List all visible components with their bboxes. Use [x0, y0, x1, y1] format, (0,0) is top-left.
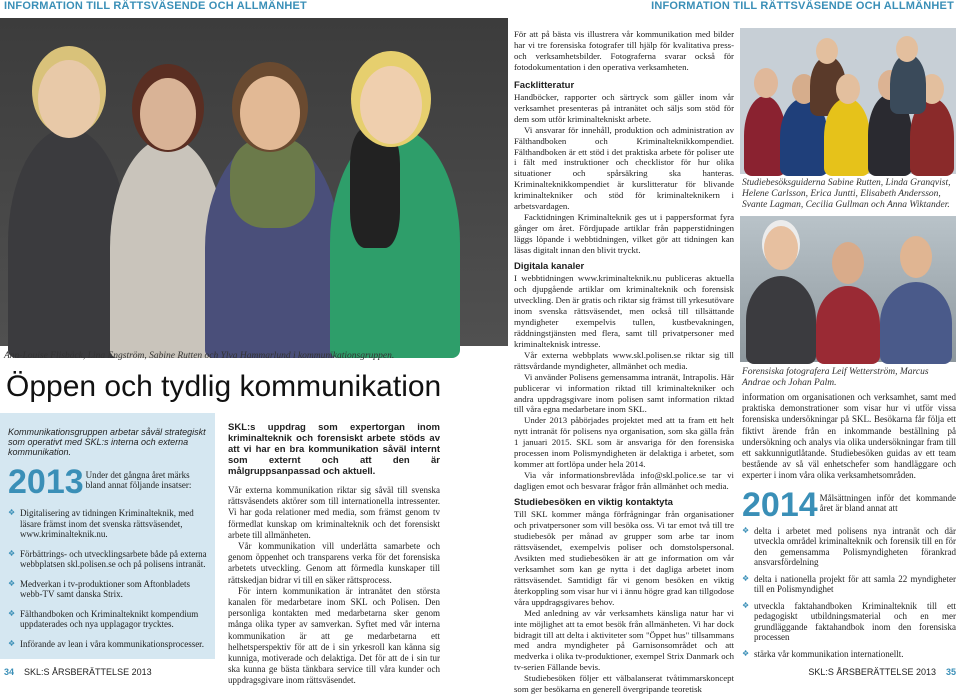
- group-photo-communication-team: [0, 18, 508, 346]
- paragraph: Handböcker, rapporter och särtryck som gäller inom vår verksamhet presenteras på intranätet och säljs som stöd för dem som utför kriminaltekniskt arbete.: [514, 91, 734, 124]
- main-photo-caption: Ann-Louise Flisbäck, Lina Engström, Sabine Rutten och Ylva Hammarlund i kommunikationsgruppen.: [4, 351, 395, 361]
- footer-left-text: SKL:S ÅRSBERÄTTELSE 2013: [24, 667, 152, 677]
- page-header-right: INFORMATION TILL RÄTTSVÄSENDE OCH ALLMÄNHET: [651, 0, 954, 12]
- box-bullet: ❖ Fälthandboken och Kriminalteknikt kompendium uppdaterades och nya upplagagor trycktes.: [8, 609, 207, 630]
- paragraph: Till SKL kommer många förfrågningar från organisationer och privatpersoner som vill besöka oss. Vi tar emot två till tre studiebesök per månad av grupper som arbe tar inom rättsväsendet, exempelvis poliser och domstolspersonal. Avsikten med studiebesöken är att ge information om vår verksamhet som kan ge nytta i det dagliga arbetet inom rättsväsendet. Samtidigt får vi genom besöken en viktig återkoppling som visar hur vi i ännu högre grad kan tillgodose våra uppdragsgivares behov.: [514, 509, 734, 607]
- paragraph: I webbtidningen www.kriminalteknik.nu publiceras aktuella och djupgående artiklar om kriminalteknik och forensisk utveckling. Den är gratis och riktar sig främst till yrkesutövare inom svenska rättsväsendet, men också till tillsättande myndigheter exempelvis tullen, kustbevakningen, räddningstjänsten med flera, samt till privatpersoner med kriminalteknisk intresse.: [514, 273, 734, 349]
- lead-paragraph: SKL:s uppdrag som expertorgan inom kriminalteknik och forensiskt arbete stöds av att vi har en bra kommunikation såväl internt som externt och att den är målgruppsanpassad och aktuell.: [228, 422, 440, 477]
- box-bullet: ❖ Förbättrings- och utvecklingsarbete både på externa webbplatsen skl.polisen.se och på polisens intranät.: [8, 549, 207, 570]
- paragraph: Vår externa webbplats www.skl.polisen.se riktar sig till rättsvårdande myndigheter, allmänhet och media.: [514, 349, 734, 371]
- footer-right: [808, 667, 956, 677]
- year-2013-number: 2013: [8, 463, 84, 501]
- photographers-caption: Forensiska fotografera Leif Wetterström, Marcus Andrae och Johan Palm.: [742, 367, 929, 388]
- paragraph: Facktidningen Kriminalteknik ges ut i pappersformat fyra gånger om året. Fördjupade artiklar från papperstidningen läggs löpande i webbtidningen, vilket gör att tidningen kan läsas digitalt innan den blivit tryckt.: [514, 212, 734, 256]
- heading-facklitteratur: Facklitteratur: [514, 79, 575, 91]
- page-header-left: INFORMATION TILL RÄTTSVÄSENDE OCH ALLMÄNHET: [4, 0, 307, 12]
- heading-studiebesoken: Studiebesöken en viktig kontaktyta: [514, 497, 673, 509]
- page-title: Öppen och tydlig kommunikation: [6, 370, 442, 403]
- photo-study-guides: [740, 28, 956, 174]
- paragraph: För att på bästa vis illustrera vår kommunikation med bilder har vi tre forensiska fotografer till hjälp för kvalitativa press- och verksamhetsbilder. Fotograferna svarar också för fotodokumentation i den operativa verksamheten.: [514, 29, 734, 72]
- column-three: [514, 29, 734, 695]
- goal-bullet: ❖ delta i nationella projekt för att samla 22 myndigheter till en Polismyndighet: [742, 574, 956, 595]
- paragraph: Vår externa kommunikation riktar sig såväl till svenska rättsväsendets aktörer som till internationella intressenter. Vi har goda relationer med media, som främst genom tv förmedlat kunskap om kriminalteknik och det forensiskt arbete till allmänheten.: [228, 485, 440, 540]
- highlights-2013-box: [0, 413, 215, 659]
- paragraph: Via vår informationsbrevlåda info@skl.police.se tar vi dagligen emot och besvarar frågor från allmänhet och media.: [514, 470, 734, 492]
- footer-left: [4, 667, 152, 677]
- column-two: [228, 422, 440, 687]
- year-2014-heading: [742, 485, 956, 524]
- paragraph: Studiebesöken följer ett välbalanserat tvåtimmarskoncept som ger besökarna en generell övergripande teoretisk: [514, 673, 734, 695]
- column-four: [742, 392, 956, 659]
- page-number-right: 35: [945, 667, 956, 677]
- box-bullet: ❖ Digitalisering av tidningen Kriminalteknik, med läsare främst inom det svenska rättsväsendet, www.kriminalteknik.nu.: [8, 508, 207, 540]
- paragraph: Under 2013 påbörjades projektet med att ta fram ett helt nytt intranät för polisens nya organisation, som ska gälla från 1 januari 2015. SKL som är ansvariga för den forensiska processen inom Polismyndigheten är delaktiga i arbetet, som kommer att fortlöpa under hela 2014.: [514, 415, 734, 470]
- heading-digitala-kanaler: Digitala kanaler: [514, 261, 585, 273]
- study-guides-caption: Studiebesöksguiderna Sabine Rutten, Linda Granqvist, Helene Carlsson, Erica Juntti, Elisabeth Andersson, Svante Lagman, Cecilia Gullman och Anna Wiktander.: [742, 178, 951, 210]
- footer-right-text: SKL:S ÅRSBERÄTTELSE 2013: [808, 667, 936, 677]
- paragraph: För intern kommunikation är intranätet den största kanalen för medarbetare inom SKL och Polisen. Den personliga kontakten med medarbetarna sker genom många olika typer av samverkan. Syftet med vår interna kommunikation är att ge medarbetarna ett helhetsperspektiv för att de i sin yrkesroll kan känna sig kunniga, motiverade och delaktiga. Det för att de i sin tur ska kunna ge bästa tänkbara service till våra kunder och uppdragsgivare inom rättsväsendet.: [228, 585, 440, 686]
- paragraph: Vi använder Polisens gemensamma intranät, Intrapolis. Här publicerar vi information riktad till kriminaltekniker och andra uppdragsgivare inom polisen samt information riktad till våra egna medarbetare inom SKL.: [514, 371, 734, 415]
- year-2014-number: 2014: [742, 485, 818, 524]
- year-2014-text: Målsättningen inför det kommande året är bland annat att: [819, 492, 956, 513]
- box-intro: Kommunikationsgruppen arbetar såväl strategiskt som operativt med SKL:s interna och externa kommunikation.: [8, 427, 206, 457]
- paragraph: Vår kommunikation vill underlätta samarbete och genom öppenhet och transparens verka för det forensiska arbetets utveckling. Genom att förmedla kunskaper till rättskedjan bidrar vi till en säker rättsprocess.: [228, 541, 440, 585]
- paragraph: Vi ansvarar för innehåll, produktion och administration av Fälthandboken och Kriminalteknikkompendiet. Fälthandboken är ett stöd i det praktiska arbete för poliser ute i fält med instruktioner och checklistor för hur olika situationer och spårsäkring ska hanteras. Kriminalteknikkompendiet är kurslitteratur för blivande kriminaltekniker och stöd för kriminalteknikern i arbetsvardagen.: [514, 124, 734, 212]
- goal-bullet: ❖ stärka vår kommunikation internationellt.: [742, 649, 956, 660]
- year-2013-text: Under det gångna året märks bland annat följande insatser:: [85, 470, 192, 490]
- year-2013-heading: [8, 465, 207, 499]
- goal-bullet: ❖ utveckla faktahandboken Kriminalteknik till ett pedagogiskt utbildningsmaterial och en mer grundläggande faktahandbok inom den forensiska processen: [742, 601, 956, 643]
- box-bullet: ❖ Införande av lean i våra kommunikationsprocesser.: [8, 639, 207, 650]
- goal-bullet: ❖ delta i arbetet med polisens nya intranät och där utveckla områdel kriminalteknik och forensik till en för den gemensamma Polismyndigheten förankrad ansvarsfördelning: [742, 526, 956, 568]
- box-bullet: ❖ Medverkan i tv-produktioner som Aftonbladets webb-TV samt danska Strix.: [8, 579, 207, 600]
- paragraph: information om organisationen och verksamhet, samt med praktiska demonstrationer som visar hur vi utför vissa forensiska undersökningar på SKL. Besökarna får följa ett fiktivt ärende från en inkommande beställning på undersökning och analys via olika undersökningar fram till ett sakkunnigutlåtande. Studiebesöken guidas av ett team bestående av så väl enhetschefer som handläggare och experter i inom våra olika verksamhetsområden.: [742, 392, 956, 481]
- page-number-left: 34: [4, 667, 15, 677]
- paragraph: Med anledning av vår verksamhets känsliga natur har vi inte möjlighet att ta emot besök från allmänheten. Vi har dock bidragit till att delta i aktiviteter som "Öppet hus" tillsammans med andra myndigheter på Garnisonsområdet och att medverka i olika tv-produktioner, exempel Strix Danmark och tv-serien Fällande bevis.: [514, 607, 734, 673]
- photo-photographers: [740, 216, 956, 362]
